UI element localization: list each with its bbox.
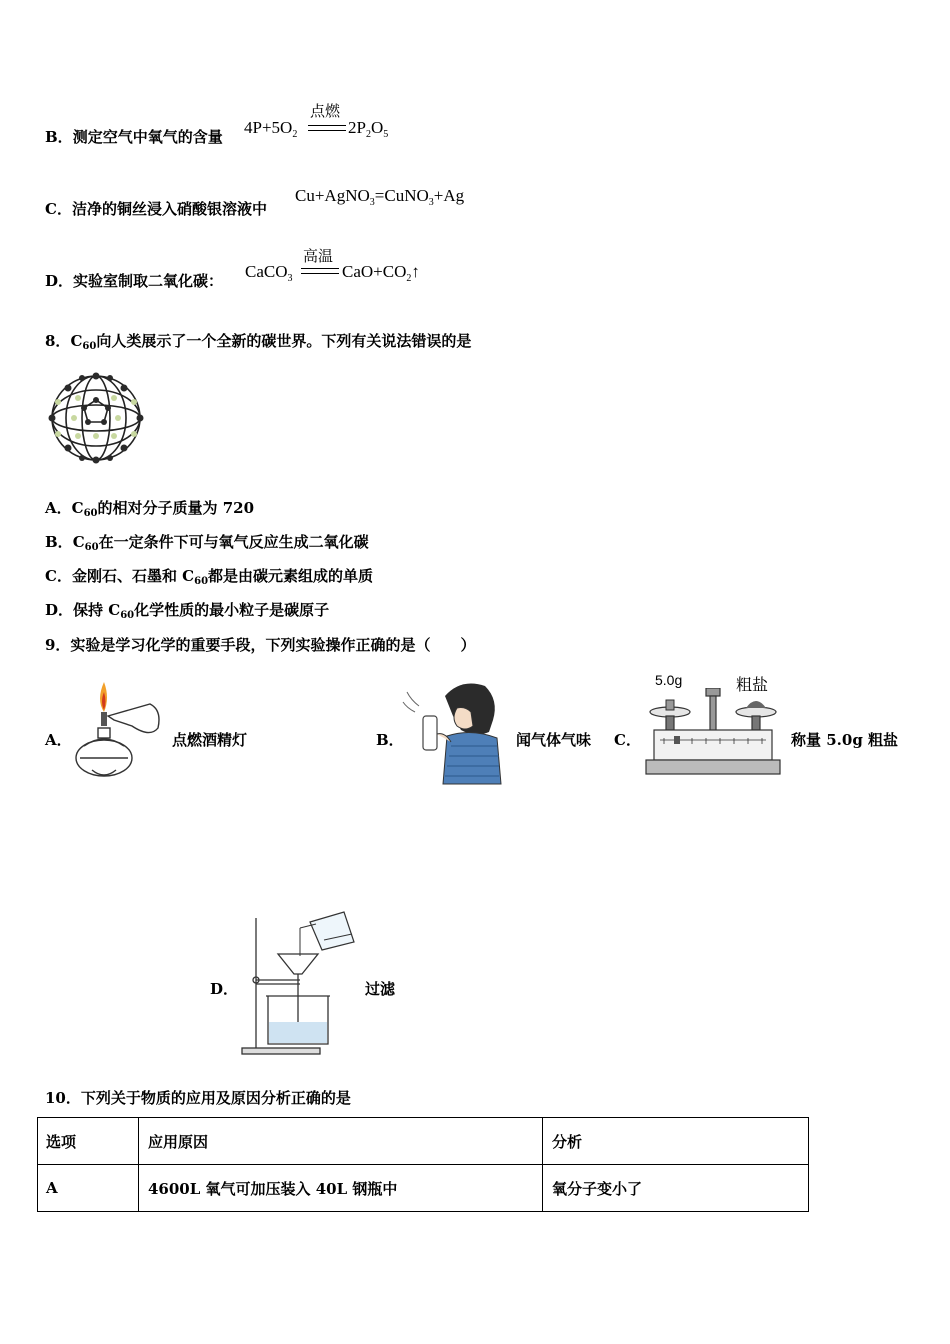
option-text: 测定空气中氧气的含量	[72, 128, 223, 146]
q8-option-d: D．保持 $C_{60}$化学性质的最小粒子是碳原子	[45, 601, 330, 621]
table-header-row	[38, 1118, 809, 1165]
equation-c: Cu+AgNO$_3$=CuNO$_3$+Ag	[295, 186, 465, 208]
q10-stem: 10．下列关于物质的应用及原因分析正确的是	[45, 1089, 351, 1107]
header-application: 应用原因	[139, 1118, 543, 1165]
condition-ignite: 点燃	[310, 102, 341, 120]
cell-option: A	[38, 1165, 139, 1212]
q9-option-d-label: D．	[210, 980, 239, 998]
equation-d-left: CaCO$_3$	[245, 262, 293, 284]
filtration-image	[240, 910, 358, 1058]
q7-option-b	[45, 126, 223, 147]
q8-stem: 8．$C_{60}$向人类展示了一个全新的碳世界。下列有关说法错误的是	[45, 332, 472, 352]
cell-application: 4600L 氧气可加压装入 40L 钢瓶中	[139, 1165, 543, 1212]
cell-analysis: 氧分子变小了	[543, 1165, 809, 1212]
q9-stem: 9．实验是学习化学的重要手段，下列实验操作正确的是（ ）	[45, 636, 476, 654]
table-row	[38, 1165, 809, 1212]
q7-option-d: D．实验室制取二氧化碳：	[45, 272, 224, 290]
q8-option-c: C．金刚石、石墨和 $C_{60}$都是由碳元素组成的单质	[45, 567, 374, 587]
equation-b-left: $4P+5O_2$	[244, 118, 298, 140]
equation-double-line	[301, 268, 339, 274]
analysis-table	[37, 1117, 809, 1212]
header-option: 选项	[38, 1118, 139, 1165]
q9-option-a-label: A．	[45, 731, 72, 749]
q9-option-d-caption: 过滤	[365, 980, 396, 998]
c60-molecule-image	[48, 370, 144, 466]
q9-option-c-caption: 称量 5.0g 粗盐	[791, 731, 899, 749]
header-analysis: 分析	[543, 1118, 809, 1165]
q7-option-c: C．洁净的铜丝浸入硝酸银溶液中	[45, 200, 267, 218]
balance-left-tag: 5.0g	[655, 672, 683, 688]
q8-option-b: B．$C_{60}$在一定条件下可与氧气反应生成二氧化碳	[45, 533, 369, 553]
condition-high-temp: 高温	[303, 247, 334, 265]
equation-d-right: $CaO+CO_2↑$	[342, 262, 420, 284]
equation-b-right: $2P_2O_5$	[348, 118, 389, 140]
balance-right-tag: 粗盐	[736, 675, 769, 694]
q8-option-a: A．$C_{60}$的相对分子质量为 720	[45, 499, 255, 519]
equation-double-line	[308, 125, 346, 131]
q9-option-a-caption: 点燃酒精灯	[172, 731, 248, 749]
q9-option-b-caption: 闻气体气味	[516, 731, 592, 749]
q9-option-c-label: C．	[614, 731, 641, 749]
smelling-gas-image	[401, 676, 507, 786]
option-label: B．	[45, 128, 73, 146]
q9-option-b-label: B．	[376, 731, 404, 749]
lighting-alcohol-lamp-image	[70, 676, 166, 782]
balance-scale-image	[644, 688, 782, 778]
